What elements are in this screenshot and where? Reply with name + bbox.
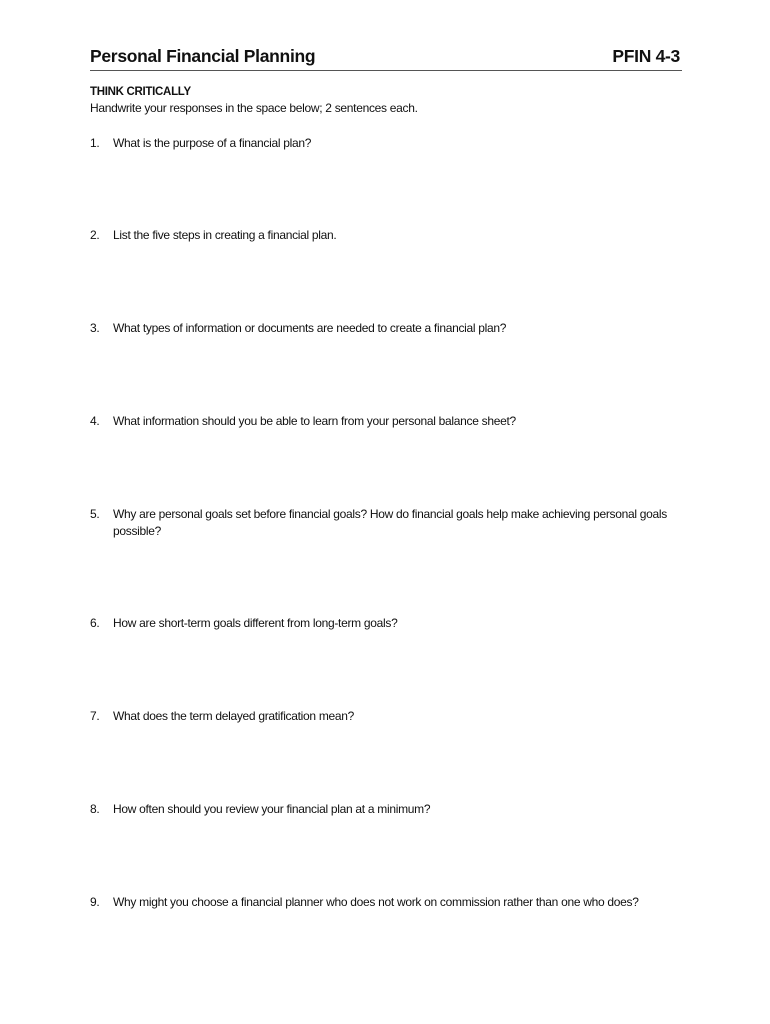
question-number: 8. (90, 802, 100, 816)
question-7 (90, 708, 682, 725)
question-number: 5. (90, 507, 100, 521)
question-text: How are short-term goals different from long-term goals? (113, 616, 398, 630)
question-3 (90, 320, 682, 337)
question-text: List the five steps in creating a financial plan. (113, 228, 337, 242)
question-6 (90, 615, 682, 632)
question-number: 1. (90, 136, 100, 150)
question-text: What does the term delayed gratification mean? (113, 709, 355, 723)
question-text: Why are personal goals set before financial goals? How do financial goals help make achieving personal goals possible? (113, 507, 667, 538)
question-8 (90, 801, 682, 818)
question-number: 9. (90, 895, 100, 909)
question-5 (90, 506, 682, 539)
document-code: PFIN 4-3 (612, 46, 680, 66)
question-number: 3. (90, 321, 100, 335)
question-4 (90, 413, 682, 430)
question-number: 6. (90, 616, 100, 630)
question-number: 7. (90, 709, 100, 723)
question-text: How often should you review your financial plan at a minimum? (113, 802, 431, 816)
question-number: 2. (90, 228, 100, 242)
question-2 (90, 227, 682, 244)
question-number: 4. (90, 414, 100, 428)
document-header (90, 46, 682, 71)
question-text: Why might you choose a financial planner who does not work on commission rather than one who does? (113, 895, 639, 909)
instructions-text: Handwrite your responses in the space below; 2 sentences each. (90, 101, 418, 115)
question-9 (90, 894, 682, 911)
document-title: Personal Financial Planning (90, 46, 316, 66)
section-label: THINK CRITICALLY (90, 86, 191, 98)
question-text: What types of information or documents are needed to create a financial plan? (113, 321, 507, 335)
question-text: What is the purpose of a financial plan? (113, 136, 312, 150)
question-1 (90, 135, 682, 152)
question-text: What information should you be able to learn from your personal balance sheet? (113, 414, 516, 428)
